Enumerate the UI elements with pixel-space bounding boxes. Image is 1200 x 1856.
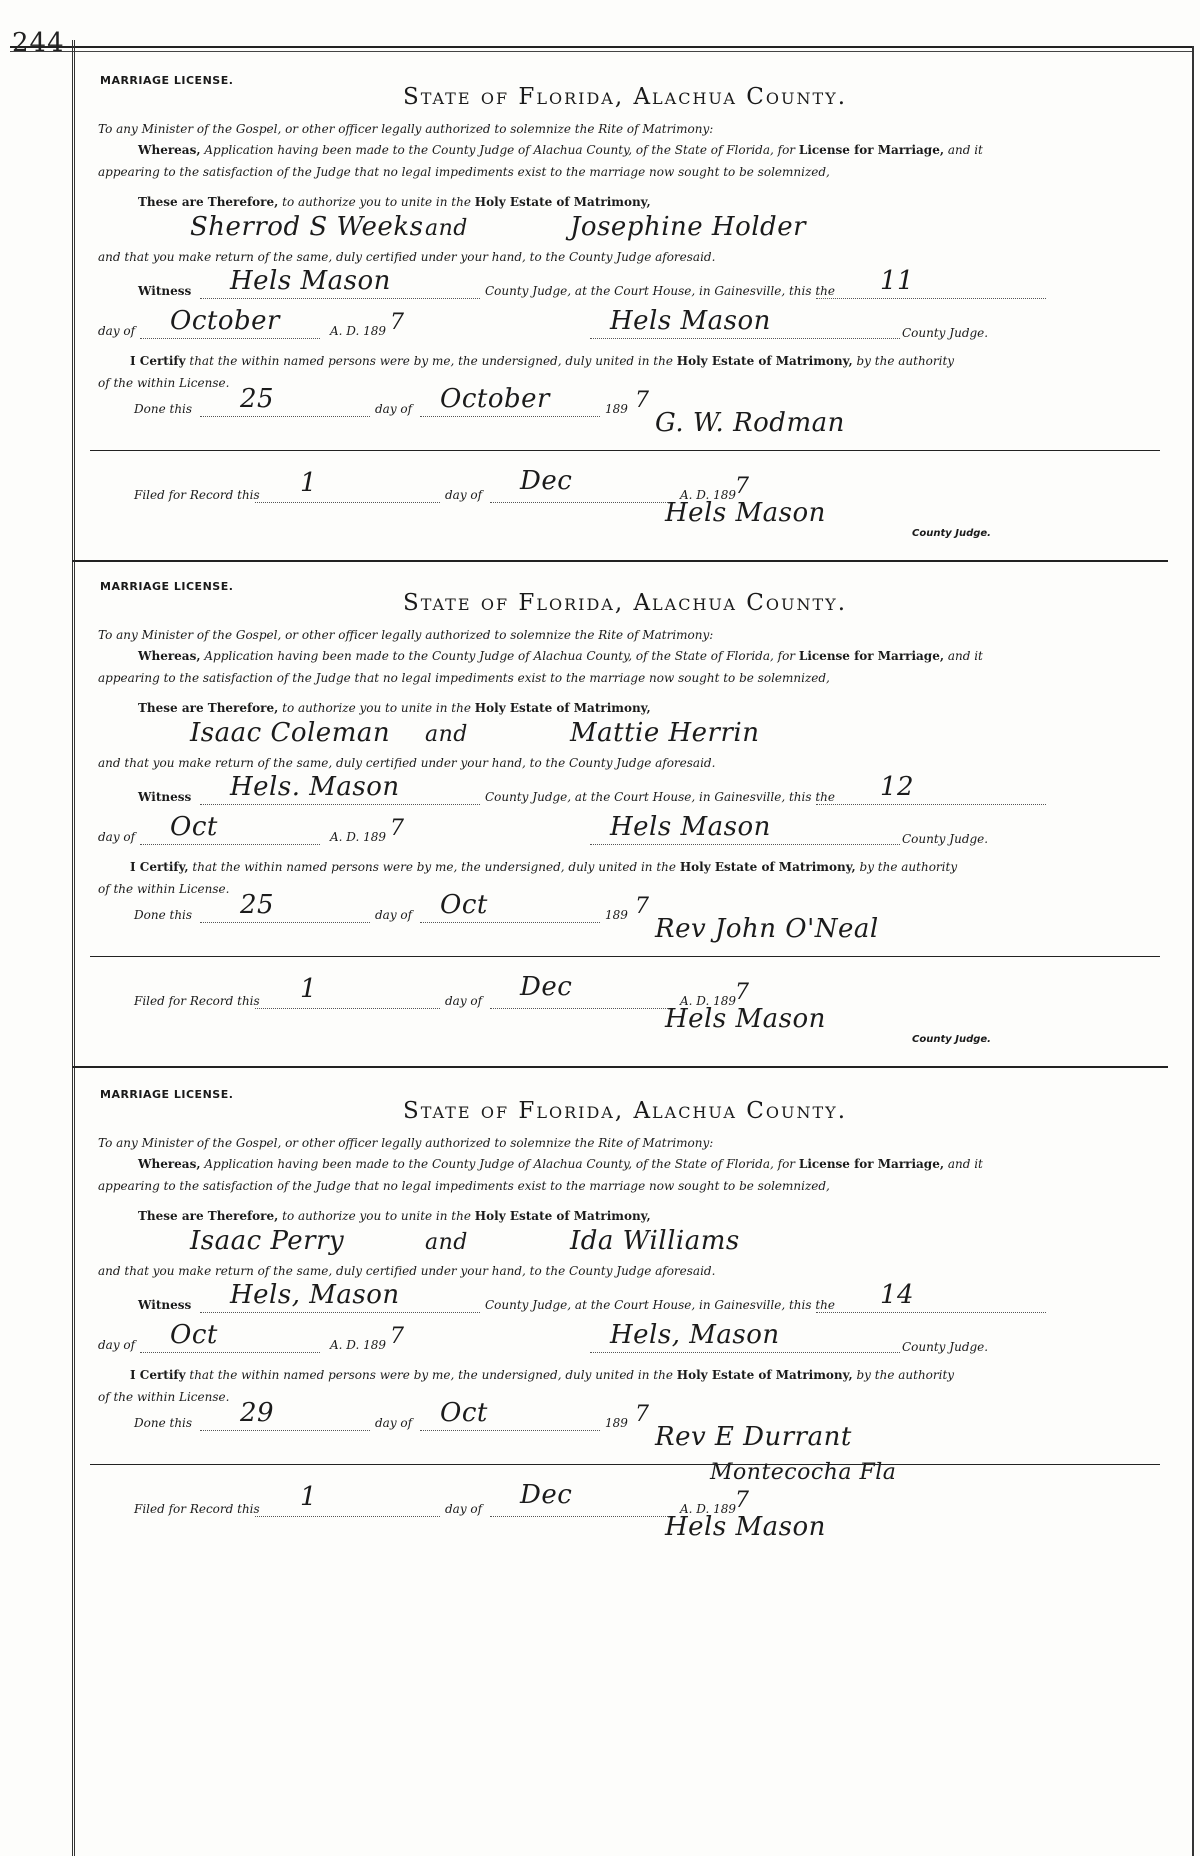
filed-month-dotline bbox=[490, 1008, 670, 1009]
frame-left-rule bbox=[72, 40, 75, 1856]
bride-name: Ida Williams bbox=[570, 1226, 740, 1256]
done-day-of-label: day of bbox=[375, 908, 413, 922]
license-for-marriage-keyword: License for Marriage, bbox=[798, 649, 945, 663]
therefore-line bbox=[138, 1209, 651, 1223]
filed-county-judge-label: County Judge. bbox=[912, 528, 991, 539]
therefore-text: to authorize you to unite in the bbox=[282, 195, 471, 209]
filed-signature: Hels Mason bbox=[665, 498, 826, 528]
officiant-signature: Rev John O'Neal bbox=[655, 914, 879, 944]
therefore-keyword: These are Therefore, bbox=[138, 1209, 279, 1223]
done-day-dotline bbox=[200, 416, 370, 417]
whereas-end: and it bbox=[947, 1157, 983, 1171]
bride-name: Mattie Herrin bbox=[570, 718, 760, 748]
done-day-of-label: day of bbox=[375, 1416, 413, 1430]
issue-year: 7 bbox=[390, 1324, 405, 1349]
frame-right-rule bbox=[1192, 46, 1194, 1856]
holy-estate-keyword: Holy Estate of Matrimony, bbox=[474, 701, 651, 715]
witness-label bbox=[138, 790, 191, 804]
certify-holy-estate-keyword: Holy Estate of Matrimony, bbox=[676, 1368, 853, 1382]
license-label: MARRIAGE LICENSE. bbox=[100, 580, 234, 593]
judge-sig-dotline bbox=[590, 1352, 900, 1353]
and-word: and bbox=[425, 216, 468, 241]
filing-separator bbox=[90, 450, 1160, 451]
issue-day: 11 bbox=[880, 266, 915, 296]
certify-end: by the authority bbox=[856, 354, 955, 368]
holy-estate-keyword: Holy Estate of Matrimony, bbox=[474, 1209, 651, 1223]
frame-top-rule-inner bbox=[10, 51, 1192, 52]
groom-name: Isaac Perry bbox=[190, 1226, 345, 1256]
issue-day-dotline bbox=[816, 1312, 1046, 1313]
filed-month: Dec bbox=[520, 972, 573, 1002]
whereas-keyword: Whereas, bbox=[138, 1157, 201, 1171]
officiant-signature: G. W. Rodman bbox=[655, 408, 845, 438]
filed-day-dotline bbox=[255, 1008, 440, 1009]
issue-day-dotline bbox=[816, 298, 1046, 299]
appearing-line: appearing to the satisfaction of the Judge that no legal impediments exist to the marriage now sought to be solemnized, bbox=[98, 1179, 830, 1193]
whereas-text: Application having been made to the County Judge of Alachua County, of the State of Florida, for bbox=[204, 649, 796, 663]
done-month-dotline bbox=[420, 1430, 600, 1431]
done-day: 29 bbox=[240, 1398, 275, 1428]
issue-day-dotline bbox=[816, 804, 1046, 805]
holy-estate-keyword: Holy Estate of Matrimony, bbox=[474, 195, 651, 209]
issue-month: Oct bbox=[170, 1320, 218, 1350]
issue-month-dotline bbox=[140, 844, 320, 845]
address-line: To any Minister of the Gospel, or other officer legally authorized to solemnize the Rite of Matrimony: bbox=[98, 122, 714, 136]
judge-signature: Hels Mason bbox=[610, 306, 771, 336]
issue-ad-label: A. D. 189 bbox=[330, 1338, 387, 1352]
marriage-license-entry bbox=[90, 1072, 1160, 1672]
license-for-marriage-keyword: License for Marriage, bbox=[798, 143, 945, 157]
done-year: 7 bbox=[635, 1402, 650, 1427]
witness-signature: Hels Mason bbox=[230, 266, 391, 296]
officiant-signature: Rev E Durrant bbox=[655, 1422, 852, 1452]
filed-day: 1 bbox=[300, 974, 318, 1004]
filed-day-of-label: day of bbox=[445, 994, 483, 1008]
issue-month-dotline bbox=[140, 1352, 320, 1353]
within-license-line: of the within License. bbox=[98, 1390, 230, 1404]
filed-ad-label: A. D. 189 bbox=[680, 1502, 737, 1516]
witness-signature: Hels, Mason bbox=[230, 1280, 400, 1310]
appearing-line: appearing to the satisfaction of the Judge that no legal impediments exist to the marriage now sought to be solemnized, bbox=[98, 671, 830, 685]
judge-signature: Hels, Mason bbox=[610, 1320, 780, 1350]
filed-day-of-label: day of bbox=[445, 1502, 483, 1516]
filed-year: 7 bbox=[735, 980, 750, 1005]
court-house-text: County Judge, at the Court House, in Gainesville, this the bbox=[485, 790, 835, 804]
certify-end: by the authority bbox=[859, 860, 958, 874]
judge-signature: Hels Mason bbox=[610, 812, 771, 842]
done-this-label: Done this bbox=[134, 1416, 193, 1430]
done-day: 25 bbox=[240, 890, 275, 920]
witness-keyword: Witness bbox=[138, 790, 192, 804]
address-line: To any Minister of the Gospel, or other officer legally authorized to solemnize the Rite of Matrimony: bbox=[98, 628, 714, 642]
judge-sig-dotline bbox=[590, 338, 900, 339]
filed-ad-label: A. D. 189 bbox=[680, 994, 737, 1008]
therefore-line bbox=[138, 195, 651, 209]
done-this-label: Done this bbox=[134, 402, 193, 416]
certify-line bbox=[130, 860, 957, 874]
filed-signature: Hels Mason bbox=[665, 1004, 826, 1034]
certify-line bbox=[130, 1368, 954, 1382]
license-label: MARRIAGE LICENSE. bbox=[100, 74, 234, 87]
issue-year: 7 bbox=[390, 310, 405, 335]
done-year-prefix: 189 bbox=[605, 1416, 628, 1430]
done-year-prefix: 189 bbox=[605, 402, 628, 416]
done-day-dotline bbox=[200, 1430, 370, 1431]
certify-holy-estate-keyword: Holy Estate of Matrimony, bbox=[679, 860, 856, 874]
witness-keyword: Witness bbox=[138, 284, 192, 298]
appearing-line: appearing to the satisfaction of the Judge that no legal impediments exist to the marriage now sought to be solemnized, bbox=[98, 165, 830, 179]
frame-top-rule bbox=[10, 46, 1192, 48]
certify-text: that the within named persons were by me, the undersigned, duly united in the bbox=[189, 354, 673, 368]
therefore-text: to authorize you to unite in the bbox=[282, 701, 471, 715]
done-year: 7 bbox=[635, 894, 650, 919]
within-license-line: of the within License. bbox=[98, 882, 230, 896]
filed-day: 1 bbox=[300, 1482, 318, 1512]
therefore-keyword: These are Therefore, bbox=[138, 195, 279, 209]
certify-keyword: I Certify, bbox=[130, 860, 189, 874]
bride-name: Josephine Holder bbox=[570, 212, 807, 242]
whereas-text: Application having been made to the County Judge of Alachua County, of the State of Florida, for bbox=[204, 1157, 796, 1171]
certify-text: that the within named persons were by me, the undersigned, duly united in the bbox=[189, 1368, 673, 1382]
issue-ad-label: A. D. 189 bbox=[330, 830, 387, 844]
filed-label: Filed for Record this bbox=[134, 994, 260, 1008]
issue-day: 14 bbox=[880, 1280, 915, 1310]
whereas-line bbox=[138, 1157, 983, 1171]
filed-month: Dec bbox=[520, 1480, 573, 1510]
license-heading: State of Florida, Alachua County. bbox=[402, 84, 848, 110]
filed-year: 7 bbox=[735, 1488, 750, 1513]
license-heading: State of Florida, Alachua County. bbox=[402, 1098, 848, 1124]
judge-sig-dotline bbox=[590, 844, 900, 845]
issue-ad-label: A. D. 189 bbox=[330, 324, 387, 338]
therefore-line bbox=[138, 701, 651, 715]
groom-name: Sherrod S Weeks bbox=[190, 212, 424, 242]
return-line: and that you make return of the same, duly certified under your hand, to the County Judge aforesaid. bbox=[98, 1264, 716, 1278]
certify-line bbox=[130, 354, 954, 368]
filed-label: Filed for Record this bbox=[134, 488, 260, 502]
and-word: and bbox=[425, 1230, 468, 1255]
filed-day-dotline bbox=[255, 502, 440, 503]
officiant-place: Montecocha Fla bbox=[710, 1460, 897, 1485]
witness-dotline bbox=[200, 298, 480, 299]
witness-dotline bbox=[200, 804, 480, 805]
issue-year: 7 bbox=[390, 816, 405, 841]
filed-month-dotline bbox=[490, 1516, 670, 1517]
page-number: 244 bbox=[12, 28, 65, 58]
done-month: Oct bbox=[440, 1398, 488, 1428]
filed-month-dotline bbox=[490, 502, 670, 503]
license-heading: State of Florida, Alachua County. bbox=[402, 590, 848, 616]
witness-label bbox=[138, 284, 191, 298]
done-month: October bbox=[440, 384, 550, 414]
done-month: Oct bbox=[440, 890, 488, 920]
certify-holy-estate-keyword: Holy Estate of Matrimony, bbox=[676, 354, 853, 368]
filed-county-judge-label: County Judge. bbox=[912, 1034, 991, 1045]
whereas-keyword: Whereas, bbox=[138, 649, 201, 663]
certify-end: by the authority bbox=[856, 1368, 955, 1382]
issue-day: 12 bbox=[880, 772, 915, 802]
certify-keyword: I Certify bbox=[130, 1368, 186, 1382]
day-of-label: day of bbox=[98, 830, 136, 844]
filed-year: 7 bbox=[735, 474, 750, 499]
court-house-text: County Judge, at the Court House, in Gainesville, this the bbox=[485, 1298, 835, 1312]
filed-label: Filed for Record this bbox=[134, 1502, 260, 1516]
license-for-marriage-keyword: License for Marriage, bbox=[798, 1157, 945, 1171]
therefore-text: to authorize you to unite in the bbox=[282, 1209, 471, 1223]
county-judge-label: County Judge. bbox=[902, 1340, 989, 1354]
witness-dotline bbox=[200, 1312, 480, 1313]
court-house-text: County Judge, at the Court House, in Gainesville, this the bbox=[485, 284, 835, 298]
certify-keyword: I Certify bbox=[130, 354, 186, 368]
whereas-line bbox=[138, 143, 983, 157]
witness-signature: Hels. Mason bbox=[230, 772, 400, 802]
certify-text: that the within named persons were by me, the undersigned, duly united in the bbox=[192, 860, 676, 874]
license-label: MARRIAGE LICENSE. bbox=[100, 1088, 234, 1101]
whereas-keyword: Whereas, bbox=[138, 143, 201, 157]
within-license-line: of the within License. bbox=[98, 376, 230, 390]
issue-month: Oct bbox=[170, 812, 218, 842]
filed-ad-label: A. D. 189 bbox=[680, 488, 737, 502]
and-word: and bbox=[425, 722, 468, 747]
witness-keyword: Witness bbox=[138, 1298, 192, 1312]
done-month-dotline bbox=[420, 922, 600, 923]
done-day: 25 bbox=[240, 384, 275, 414]
therefore-keyword: These are Therefore, bbox=[138, 701, 279, 715]
done-month-dotline bbox=[420, 416, 600, 417]
day-of-label: day of bbox=[98, 324, 136, 338]
filing-separator bbox=[90, 1464, 1160, 1465]
whereas-end: and it bbox=[947, 649, 983, 663]
filing-separator bbox=[90, 956, 1160, 957]
return-line: and that you make return of the same, duly certified under your hand, to the County Judge aforesaid. bbox=[98, 756, 716, 770]
filed-day-dotline bbox=[255, 1516, 440, 1517]
return-line: and that you make return of the same, duly certified under your hand, to the County Judge aforesaid. bbox=[98, 250, 716, 264]
address-line: To any Minister of the Gospel, or other officer legally authorized to solemnize the Rite of Matrimony: bbox=[98, 1136, 714, 1150]
filed-signature: Hels Mason bbox=[665, 1512, 826, 1542]
issue-month-dotline bbox=[140, 338, 320, 339]
done-day-dotline bbox=[200, 922, 370, 923]
license-end-rule bbox=[72, 560, 1168, 562]
filed-month: Dec bbox=[520, 466, 573, 496]
filed-day-of-label: day of bbox=[445, 488, 483, 502]
county-judge-label: County Judge. bbox=[902, 326, 989, 340]
county-judge-label: County Judge. bbox=[902, 832, 989, 846]
day-of-label: day of bbox=[98, 1338, 136, 1352]
done-this-label: Done this bbox=[134, 908, 193, 922]
witness-label bbox=[138, 1298, 191, 1312]
issue-month: October bbox=[170, 306, 280, 336]
done-day-of-label: day of bbox=[375, 402, 413, 416]
done-year: 7 bbox=[635, 388, 650, 413]
whereas-text: Application having been made to the County Judge of Alachua County, of the State of Florida, for bbox=[204, 143, 796, 157]
done-year-prefix: 189 bbox=[605, 908, 628, 922]
whereas-end: and it bbox=[947, 143, 983, 157]
groom-name: Isaac Coleman bbox=[190, 718, 391, 748]
filed-day: 1 bbox=[300, 468, 318, 498]
license-end-rule bbox=[72, 1066, 1168, 1068]
whereas-line bbox=[138, 649, 983, 663]
